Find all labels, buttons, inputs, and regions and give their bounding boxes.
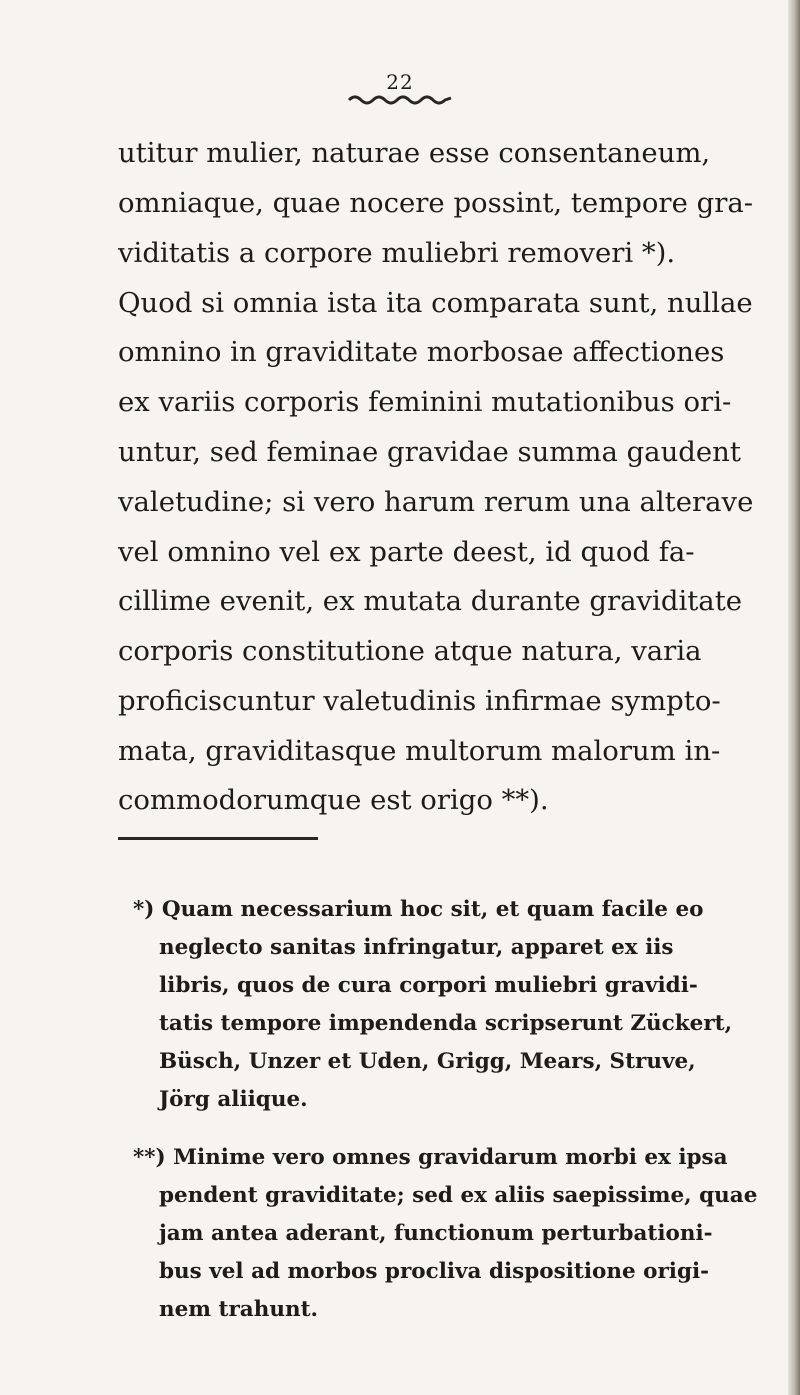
footnote-line: Büsch, Unzer et Uden, Grigg, Mears, Struve, (159, 1049, 696, 1074)
text-line: utitur mulier, naturae esse consentaneum, (118, 137, 711, 169)
footnote-line: tatis tempore impendenda scripserunt Zückert, (159, 1011, 733, 1036)
footnote-text: Minime vero omnes gravidarum morbi ex ipsa (173, 1145, 728, 1170)
text-line: cillime evenit, ex mutata durante graviditate (118, 585, 743, 617)
text-line: valetudine; si vero harum rerum una alterave (118, 486, 754, 518)
text-line: vel omnino vel ex parte deest, id quod fa- (118, 536, 695, 568)
text-line: omniaque, quae nocere possint, tempore gra- (118, 187, 754, 219)
footnote-line: pendent graviditate; sed ex aliis saepissime, quae (159, 1183, 758, 1208)
text-line: mata, graviditasque multorum malorum in- (118, 735, 721, 767)
text-line: viditatis a corpore muliebri removeri *). (118, 237, 676, 269)
footnote-text: Quam necessarium hoc sit, et quam facile eo (161, 897, 704, 922)
footnote-line: libris, quos de cura corpori muliebri gravidi- (159, 973, 698, 998)
text-line: proficiscuntur valetudinis infirmae sympto- (118, 685, 721, 717)
footnote-line (133, 1143, 800, 1173)
text-line: Quod si omnia ista ita comparata sunt, nullae (118, 287, 753, 319)
text-line: corporis constitutione atque natura, varia (118, 635, 702, 667)
text-line: omnino in graviditate morbosae affectiones (118, 336, 725, 368)
text-line: untur, sed feminae gravidae summa gaudent (118, 436, 741, 468)
footnote-line: nem trahunt. (159, 1297, 319, 1322)
footnote-line: jam antea aderant, functionum perturbationi- (159, 1221, 713, 1246)
footnote-rule (118, 837, 318, 840)
footnote-line: bus vel ad morbos procliva dispositione origi- (159, 1259, 710, 1284)
ornament-divider (347, 93, 453, 105)
footnote-marker: **) (133, 1145, 166, 1170)
text-line: ex variis corporis feminini mutationibus ori- (118, 386, 732, 418)
page-number: 22 (386, 70, 414, 94)
text-line: commodorumque est origo **). (118, 784, 549, 816)
page-edge-shadow (788, 0, 800, 1395)
footnote-line (133, 895, 800, 925)
footnote-line: Jörg aliique. (159, 1087, 308, 1112)
footnote-line: neglecto sanitas infringatur, apparet ex iis (159, 935, 674, 960)
footnote-marker: *) (133, 897, 155, 922)
